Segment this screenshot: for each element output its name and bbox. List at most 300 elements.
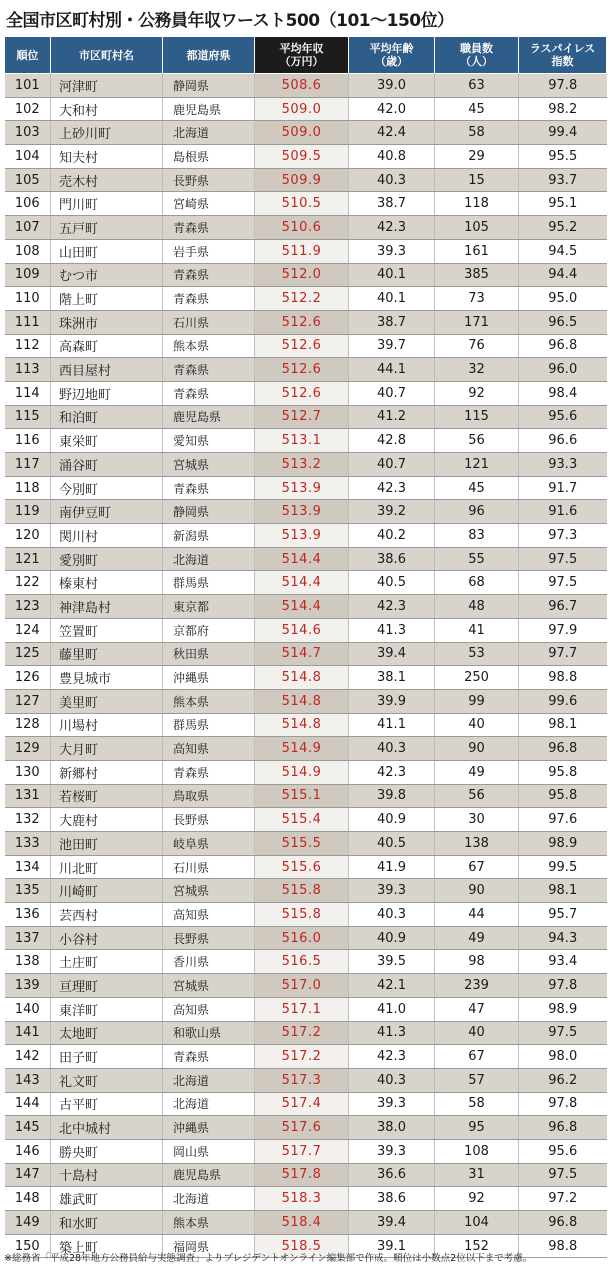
municipality-cell: 西目屋村 bbox=[51, 358, 163, 382]
average-age-cell: 40.3 bbox=[349, 737, 435, 761]
staff-count-cell: 67 bbox=[435, 855, 519, 879]
prefecture-cell: 高知県 bbox=[163, 903, 255, 927]
rank-cell: 149 bbox=[5, 1211, 51, 1235]
rank-cell: 129 bbox=[5, 737, 51, 761]
laspeyres-index-cell: 96.7 bbox=[519, 595, 607, 619]
average-age-cell: 41.2 bbox=[349, 405, 435, 429]
staff-count-cell: 55 bbox=[435, 547, 519, 571]
prefecture-cell: 和歌山県 bbox=[163, 1021, 255, 1045]
laspeyres-index-cell: 95.8 bbox=[519, 784, 607, 808]
average-age-cell: 40.9 bbox=[349, 808, 435, 832]
staff-count-cell: 171 bbox=[435, 310, 519, 334]
laspeyres-index-cell: 97.8 bbox=[519, 74, 607, 98]
staff-count-cell: 53 bbox=[435, 642, 519, 666]
average-salary-cell: 513.1 bbox=[255, 429, 349, 453]
average-age-cell: 42.3 bbox=[349, 216, 435, 240]
laspeyres-index-cell: 98.4 bbox=[519, 381, 607, 405]
rank-cell: 128 bbox=[5, 713, 51, 737]
table-row bbox=[5, 1116, 607, 1140]
rank-cell: 133 bbox=[5, 832, 51, 856]
laspeyres-index-cell: 96.0 bbox=[519, 358, 607, 382]
average-age-cell: 42.3 bbox=[349, 1045, 435, 1069]
average-age-cell: 39.3 bbox=[349, 879, 435, 903]
municipality-cell: 美里町 bbox=[51, 689, 163, 713]
table-row bbox=[5, 547, 607, 571]
average-salary-cell: 517.2 bbox=[255, 1045, 349, 1069]
table-row bbox=[5, 524, 607, 548]
laspeyres-index-cell: 95.2 bbox=[519, 216, 607, 240]
table-row bbox=[5, 1021, 607, 1045]
municipality-cell: 神津島村 bbox=[51, 595, 163, 619]
municipality-cell: 東洋町 bbox=[51, 997, 163, 1021]
average-salary-cell: 509.0 bbox=[255, 121, 349, 145]
average-salary-cell: 512.7 bbox=[255, 405, 349, 429]
rank-cell: 134 bbox=[5, 855, 51, 879]
laspeyres-index-cell: 97.5 bbox=[519, 1163, 607, 1187]
staff-count-cell: 44 bbox=[435, 903, 519, 927]
average-salary-cell: 515.8 bbox=[255, 879, 349, 903]
prefecture-cell: 高知県 bbox=[163, 737, 255, 761]
municipality-cell: 門川町 bbox=[51, 192, 163, 216]
average-salary-cell: 516.5 bbox=[255, 950, 349, 974]
laspeyres-index-cell: 97.2 bbox=[519, 1187, 607, 1211]
rank-cell: 130 bbox=[5, 760, 51, 784]
prefecture-cell: 熊本県 bbox=[163, 334, 255, 358]
table-row bbox=[5, 500, 607, 524]
laspeyres-index-cell: 95.6 bbox=[519, 1139, 607, 1163]
staff-count-cell: 385 bbox=[435, 263, 519, 287]
staff-count-cell: 250 bbox=[435, 666, 519, 690]
rank-cell: 150 bbox=[5, 1234, 51, 1258]
laspeyres-index-cell: 93.3 bbox=[519, 453, 607, 477]
municipality-cell: 上砂川町 bbox=[51, 121, 163, 145]
prefecture-cell: 島根県 bbox=[163, 145, 255, 169]
average-salary-cell: 517.1 bbox=[255, 997, 349, 1021]
municipality-cell: 山田町 bbox=[51, 239, 163, 263]
average-salary-cell: 511.9 bbox=[255, 239, 349, 263]
table-row bbox=[5, 97, 607, 121]
staff-count-cell: 73 bbox=[435, 287, 519, 311]
prefecture-cell: 福岡県 bbox=[163, 1234, 255, 1258]
average-salary-cell: 517.0 bbox=[255, 974, 349, 998]
rank-cell: 119 bbox=[5, 500, 51, 524]
average-salary-cell: 517.2 bbox=[255, 1021, 349, 1045]
municipality-cell: 東栄町 bbox=[51, 429, 163, 453]
table-row bbox=[5, 571, 607, 595]
prefecture-cell: 青森県 bbox=[163, 358, 255, 382]
municipality-cell: 北中城村 bbox=[51, 1116, 163, 1140]
average-salary-cell: 517.6 bbox=[255, 1116, 349, 1140]
average-age-cell: 39.1 bbox=[349, 1234, 435, 1258]
municipality-cell: 関川村 bbox=[51, 524, 163, 548]
average-salary-cell: 513.9 bbox=[255, 524, 349, 548]
page-title: 全国市区町村別・公務員年収ワースト500（101〜150位） bbox=[6, 11, 454, 31]
staff-count-cell: 90 bbox=[435, 879, 519, 903]
average-age-cell: 40.3 bbox=[349, 1068, 435, 1092]
average-salary-cell: 514.6 bbox=[255, 618, 349, 642]
prefecture-cell: 長野県 bbox=[163, 926, 255, 950]
staff-count-cell: 99 bbox=[435, 689, 519, 713]
table-row bbox=[5, 476, 607, 500]
average-age-cell: 40.8 bbox=[349, 145, 435, 169]
rank-cell: 111 bbox=[5, 310, 51, 334]
staff-count-cell: 63 bbox=[435, 74, 519, 98]
staff-count-cell: 68 bbox=[435, 571, 519, 595]
laspeyres-index-cell: 96.8 bbox=[519, 334, 607, 358]
footnote: ※総務省「平成28年地方公務員給与実態調査」よりプレジデントオンライン編集部で作成。順位は小数点2位以下まで考慮。 bbox=[4, 1253, 533, 1264]
municipality-cell: 榛東村 bbox=[51, 571, 163, 595]
rank-cell: 132 bbox=[5, 808, 51, 832]
table-row bbox=[5, 453, 607, 477]
prefecture-cell: 青森県 bbox=[163, 760, 255, 784]
municipality-cell: 南伊豆町 bbox=[51, 500, 163, 524]
municipality-cell: 礼文町 bbox=[51, 1068, 163, 1092]
prefecture-cell: 北海道 bbox=[163, 547, 255, 571]
municipality-cell: 藤里町 bbox=[51, 642, 163, 666]
average-age-cell: 44.1 bbox=[349, 358, 435, 382]
staff-count-cell: 98 bbox=[435, 950, 519, 974]
prefecture-cell: 群馬県 bbox=[163, 713, 255, 737]
rank-cell: 142 bbox=[5, 1045, 51, 1069]
staff-count-cell: 121 bbox=[435, 453, 519, 477]
table-row bbox=[5, 974, 607, 998]
average-salary-cell: 515.5 bbox=[255, 832, 349, 856]
rank-cell: 102 bbox=[5, 97, 51, 121]
average-age-cell: 41.1 bbox=[349, 713, 435, 737]
average-salary-cell: 517.7 bbox=[255, 1139, 349, 1163]
laspeyres-index-cell: 98.8 bbox=[519, 1234, 607, 1258]
rank-cell: 125 bbox=[5, 642, 51, 666]
prefecture-cell: 愛知県 bbox=[163, 429, 255, 453]
rank-cell: 107 bbox=[5, 216, 51, 240]
laspeyres-index-cell: 93.4 bbox=[519, 950, 607, 974]
average-age-cell: 39.5 bbox=[349, 950, 435, 974]
rank-cell: 106 bbox=[5, 192, 51, 216]
rank-cell: 147 bbox=[5, 1163, 51, 1187]
laspeyres-index-cell: 91.7 bbox=[519, 476, 607, 500]
average-age-cell: 40.5 bbox=[349, 832, 435, 856]
average-age-cell: 40.1 bbox=[349, 263, 435, 287]
table-row bbox=[5, 926, 607, 950]
municipality-cell: 珠洲市 bbox=[51, 310, 163, 334]
average-age-cell: 41.3 bbox=[349, 618, 435, 642]
staff-count-cell: 30 bbox=[435, 808, 519, 832]
staff-count-cell: 239 bbox=[435, 974, 519, 998]
average-salary-cell: 515.1 bbox=[255, 784, 349, 808]
table-row bbox=[5, 1068, 607, 1092]
staff-count-cell: 49 bbox=[435, 760, 519, 784]
table-row bbox=[5, 855, 607, 879]
average-salary-cell: 512.6 bbox=[255, 358, 349, 382]
prefecture-cell: 高知県 bbox=[163, 997, 255, 1021]
rank-cell: 101 bbox=[5, 74, 51, 98]
average-salary-cell: 518.3 bbox=[255, 1187, 349, 1211]
prefecture-cell: 岐阜県 bbox=[163, 832, 255, 856]
prefecture-cell: 香川県 bbox=[163, 950, 255, 974]
staff-count-cell: 108 bbox=[435, 1139, 519, 1163]
average-age-cell: 39.3 bbox=[349, 239, 435, 263]
prefecture-cell: 鹿児島県 bbox=[163, 405, 255, 429]
staff-count-cell: 95 bbox=[435, 1116, 519, 1140]
prefecture-cell: 青森県 bbox=[163, 476, 255, 500]
average-salary-cell: 514.8 bbox=[255, 713, 349, 737]
average-age-cell: 39.4 bbox=[349, 1211, 435, 1235]
municipality-cell: 大和村 bbox=[51, 97, 163, 121]
rank-cell: 148 bbox=[5, 1187, 51, 1211]
staff-count-cell: 40 bbox=[435, 1021, 519, 1045]
laspeyres-index-cell: 99.5 bbox=[519, 855, 607, 879]
average-salary-cell: 510.5 bbox=[255, 192, 349, 216]
prefecture-cell: 宮城県 bbox=[163, 453, 255, 477]
average-age-cell: 40.3 bbox=[349, 168, 435, 192]
table-row bbox=[5, 310, 607, 334]
municipality-cell: 築上町 bbox=[51, 1234, 163, 1258]
average-age-cell: 38.6 bbox=[349, 1187, 435, 1211]
average-age-cell: 42.3 bbox=[349, 595, 435, 619]
prefecture-cell: 青森県 bbox=[163, 263, 255, 287]
laspeyres-index-cell: 97.9 bbox=[519, 618, 607, 642]
table-row bbox=[5, 1045, 607, 1069]
average-salary-cell: 512.0 bbox=[255, 263, 349, 287]
average-salary-cell: 510.6 bbox=[255, 216, 349, 240]
table-row bbox=[5, 121, 607, 145]
municipality-cell: 河津町 bbox=[51, 74, 163, 98]
average-salary-cell: 509.5 bbox=[255, 145, 349, 169]
laspeyres-index-cell: 98.1 bbox=[519, 713, 607, 737]
average-salary-cell: 514.9 bbox=[255, 760, 349, 784]
average-salary-cell: 514.8 bbox=[255, 666, 349, 690]
laspeyres-index-cell: 98.8 bbox=[519, 666, 607, 690]
municipality-cell: 涌谷町 bbox=[51, 453, 163, 477]
table-row bbox=[5, 737, 607, 761]
laspeyres-index-cell: 96.5 bbox=[519, 310, 607, 334]
average-age-cell: 40.3 bbox=[349, 903, 435, 927]
laspeyres-index-cell: 98.9 bbox=[519, 997, 607, 1021]
municipality-cell: 豊見城市 bbox=[51, 666, 163, 690]
average-salary-cell: 512.6 bbox=[255, 334, 349, 358]
table-row bbox=[5, 689, 607, 713]
prefecture-cell: 北海道 bbox=[163, 1187, 255, 1211]
column-header-laspeyres-index: ラスパイレス 指数 bbox=[519, 37, 607, 74]
prefecture-cell: 長野県 bbox=[163, 168, 255, 192]
laspeyres-index-cell: 98.0 bbox=[519, 1045, 607, 1069]
average-age-cell: 38.0 bbox=[349, 1116, 435, 1140]
rank-cell: 117 bbox=[5, 453, 51, 477]
staff-count-cell: 67 bbox=[435, 1045, 519, 1069]
staff-count-cell: 115 bbox=[435, 405, 519, 429]
average-age-cell: 41.0 bbox=[349, 997, 435, 1021]
laspeyres-index-cell: 96.8 bbox=[519, 737, 607, 761]
prefecture-cell: 静岡県 bbox=[163, 74, 255, 98]
table-row bbox=[5, 334, 607, 358]
laspeyres-index-cell: 93.7 bbox=[519, 168, 607, 192]
average-salary-cell: 518.4 bbox=[255, 1211, 349, 1235]
laspeyres-index-cell: 95.7 bbox=[519, 903, 607, 927]
laspeyres-index-cell: 94.3 bbox=[519, 926, 607, 950]
laspeyres-index-cell: 96.8 bbox=[519, 1116, 607, 1140]
table-row bbox=[5, 239, 607, 263]
rank-cell: 104 bbox=[5, 145, 51, 169]
table-row bbox=[5, 595, 607, 619]
municipality-cell: 雄武町 bbox=[51, 1187, 163, 1211]
municipality-cell: 池田町 bbox=[51, 832, 163, 856]
average-age-cell: 39.0 bbox=[349, 74, 435, 98]
column-header-average-age: 平均年齢 （歳） bbox=[349, 37, 435, 74]
staff-count-cell: 47 bbox=[435, 997, 519, 1021]
municipality-cell: 勝央町 bbox=[51, 1139, 163, 1163]
table-row bbox=[5, 168, 607, 192]
municipality-cell: 五戸町 bbox=[51, 216, 163, 240]
prefecture-cell: 宮城県 bbox=[163, 879, 255, 903]
prefecture-cell: 北海道 bbox=[163, 1092, 255, 1116]
average-age-cell: 39.4 bbox=[349, 642, 435, 666]
table-header-row bbox=[5, 37, 607, 74]
table-row bbox=[5, 263, 607, 287]
staff-count-cell: 56 bbox=[435, 784, 519, 808]
average-salary-cell: 508.6 bbox=[255, 74, 349, 98]
laspeyres-index-cell: 96.2 bbox=[519, 1068, 607, 1092]
municipality-cell: 古平町 bbox=[51, 1092, 163, 1116]
average-age-cell: 42.4 bbox=[349, 121, 435, 145]
laspeyres-index-cell: 98.2 bbox=[519, 97, 607, 121]
table-row bbox=[5, 808, 607, 832]
rank-cell: 108 bbox=[5, 239, 51, 263]
municipality-cell: 和水町 bbox=[51, 1211, 163, 1235]
laspeyres-index-cell: 94.5 bbox=[519, 239, 607, 263]
laspeyres-index-cell: 98.1 bbox=[519, 879, 607, 903]
staff-count-cell: 161 bbox=[435, 239, 519, 263]
rank-cell: 145 bbox=[5, 1116, 51, 1140]
municipality-cell: 笠置町 bbox=[51, 618, 163, 642]
average-age-cell: 40.7 bbox=[349, 381, 435, 405]
staff-count-cell: 45 bbox=[435, 97, 519, 121]
municipality-cell: 高森町 bbox=[51, 334, 163, 358]
rank-cell: 121 bbox=[5, 547, 51, 571]
staff-count-cell: 152 bbox=[435, 1234, 519, 1258]
rank-cell: 124 bbox=[5, 618, 51, 642]
table-row bbox=[5, 832, 607, 856]
table-row bbox=[5, 216, 607, 240]
average-salary-cell: 512.6 bbox=[255, 381, 349, 405]
table-row bbox=[5, 1163, 607, 1187]
staff-count-cell: 49 bbox=[435, 926, 519, 950]
prefecture-cell: 鹿児島県 bbox=[163, 97, 255, 121]
prefecture-cell: 静岡県 bbox=[163, 500, 255, 524]
average-age-cell: 40.5 bbox=[349, 571, 435, 595]
table-row bbox=[5, 713, 607, 737]
staff-count-cell: 32 bbox=[435, 358, 519, 382]
table-row bbox=[5, 1187, 607, 1211]
prefecture-cell: 青森県 bbox=[163, 216, 255, 240]
average-age-cell: 40.9 bbox=[349, 926, 435, 950]
table-row bbox=[5, 642, 607, 666]
staff-count-cell: 58 bbox=[435, 1092, 519, 1116]
table-row bbox=[5, 997, 607, 1021]
municipality-cell: 川崎町 bbox=[51, 879, 163, 903]
laspeyres-index-cell: 94.4 bbox=[519, 263, 607, 287]
table-row bbox=[5, 287, 607, 311]
staff-count-cell: 48 bbox=[435, 595, 519, 619]
rank-cell: 123 bbox=[5, 595, 51, 619]
average-salary-cell: 518.5 bbox=[255, 1234, 349, 1258]
prefecture-cell: 宮崎県 bbox=[163, 192, 255, 216]
staff-count-cell: 41 bbox=[435, 618, 519, 642]
prefecture-cell: 沖縄県 bbox=[163, 666, 255, 690]
laspeyres-index-cell: 96.6 bbox=[519, 429, 607, 453]
average-age-cell: 38.7 bbox=[349, 310, 435, 334]
average-salary-cell: 512.6 bbox=[255, 310, 349, 334]
rank-cell: 141 bbox=[5, 1021, 51, 1045]
municipality-cell: 階上町 bbox=[51, 287, 163, 311]
table-row bbox=[5, 74, 607, 98]
municipality-cell: 田子町 bbox=[51, 1045, 163, 1069]
laspeyres-index-cell: 95.6 bbox=[519, 405, 607, 429]
average-salary-cell: 515.8 bbox=[255, 903, 349, 927]
table-row bbox=[5, 145, 607, 169]
rank-cell: 113 bbox=[5, 358, 51, 382]
prefecture-cell: 鳥取県 bbox=[163, 784, 255, 808]
staff-count-cell: 104 bbox=[435, 1211, 519, 1235]
laspeyres-index-cell: 98.9 bbox=[519, 832, 607, 856]
laspeyres-index-cell: 97.5 bbox=[519, 547, 607, 571]
staff-count-cell: 56 bbox=[435, 429, 519, 453]
average-salary-cell: 514.4 bbox=[255, 547, 349, 571]
average-age-cell: 39.9 bbox=[349, 689, 435, 713]
column-header-average-salary: 平均年収 （万円） bbox=[255, 37, 349, 74]
rank-cell: 143 bbox=[5, 1068, 51, 1092]
table-row bbox=[5, 784, 607, 808]
average-salary-cell: 514.4 bbox=[255, 571, 349, 595]
average-age-cell: 42.8 bbox=[349, 429, 435, 453]
rank-cell: 135 bbox=[5, 879, 51, 903]
rank-cell: 103 bbox=[5, 121, 51, 145]
prefecture-cell: 群馬県 bbox=[163, 571, 255, 595]
laspeyres-index-cell: 99.6 bbox=[519, 689, 607, 713]
table-row bbox=[5, 405, 607, 429]
average-salary-cell: 509.0 bbox=[255, 97, 349, 121]
prefecture-cell: 宮城県 bbox=[163, 974, 255, 998]
column-header-staff-count: 職員数 （人） bbox=[435, 37, 519, 74]
municipality-cell: 野辺地町 bbox=[51, 381, 163, 405]
rank-cell: 140 bbox=[5, 997, 51, 1021]
average-salary-cell: 512.2 bbox=[255, 287, 349, 311]
column-header-prefecture: 都道府県 bbox=[163, 37, 255, 74]
municipality-cell: 土庄町 bbox=[51, 950, 163, 974]
table-row bbox=[5, 666, 607, 690]
rank-cell: 105 bbox=[5, 168, 51, 192]
municipality-cell: 芸西村 bbox=[51, 903, 163, 927]
average-age-cell: 40.1 bbox=[349, 287, 435, 311]
staff-count-cell: 138 bbox=[435, 832, 519, 856]
average-age-cell: 39.2 bbox=[349, 500, 435, 524]
rank-cell: 112 bbox=[5, 334, 51, 358]
staff-count-cell: 29 bbox=[435, 145, 519, 169]
staff-count-cell: 31 bbox=[435, 1163, 519, 1187]
prefecture-cell: 石川県 bbox=[163, 310, 255, 334]
prefecture-cell: 新潟県 bbox=[163, 524, 255, 548]
municipality-cell: 愛別町 bbox=[51, 547, 163, 571]
prefecture-cell: 沖縄県 bbox=[163, 1116, 255, 1140]
table-row bbox=[5, 358, 607, 382]
salary-ranking-table bbox=[4, 36, 607, 1258]
municipality-cell: 和泊町 bbox=[51, 405, 163, 429]
municipality-cell: 小谷村 bbox=[51, 926, 163, 950]
average-age-cell: 39.7 bbox=[349, 334, 435, 358]
prefecture-cell: 岡山県 bbox=[163, 1139, 255, 1163]
prefecture-cell: 岩手県 bbox=[163, 239, 255, 263]
average-age-cell: 39.3 bbox=[349, 1139, 435, 1163]
average-age-cell: 38.1 bbox=[349, 666, 435, 690]
